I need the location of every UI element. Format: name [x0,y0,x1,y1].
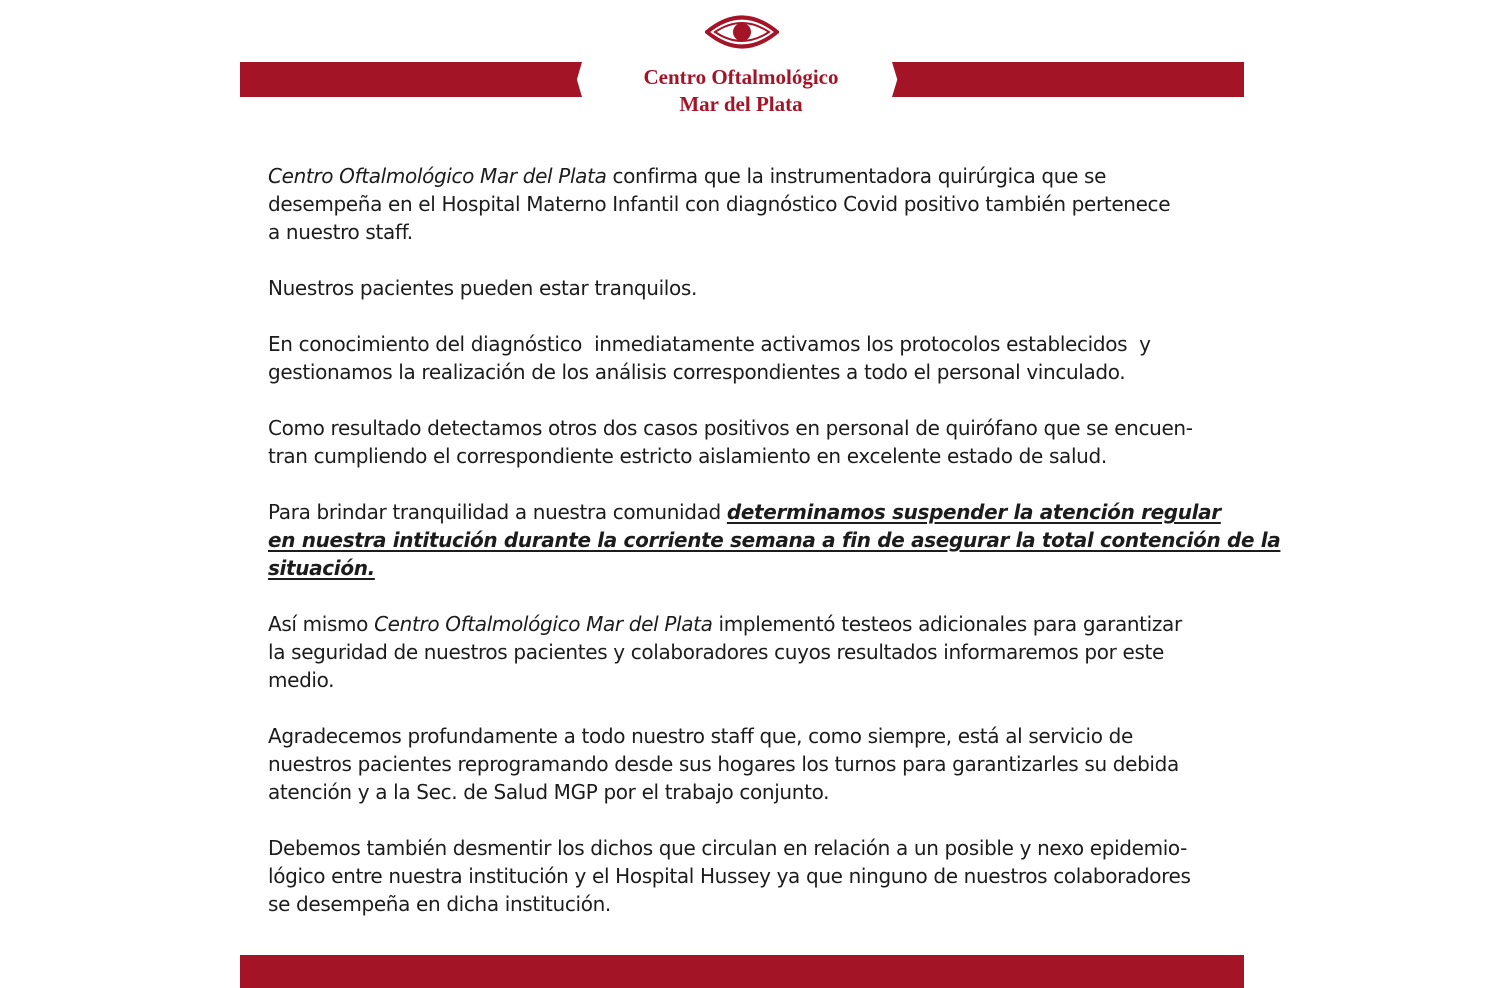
paragraph-line: la seguridad de nuestros pacientes y colaboradores cuyos resultados informaremos por este [268,640,1164,664]
paragraph-line: nuestros pacientes reprogramando desde sus hogares los turnos para garantizarles su debida [268,752,1179,776]
paragraph-line [268,610,1228,638]
org-name-line2: Mar del Plata [679,92,803,116]
text-run: confirma que la instrumentadora quirúrgica que se [606,164,1107,188]
statement-body [268,162,1281,946]
paragraph-thanks [268,722,1228,806]
org-name-italic: Centro Oftalmológico Mar del Plata [374,612,713,636]
org-name-italic: Centro Oftalmológico Mar del Plata [268,164,607,188]
paragraph-line: desempeña en el Hospital Materno Infantil con diagnóstico Covid positivo también pertenece [268,192,1171,216]
suspension-notice-emphasis: situación. [268,556,375,580]
paragraph-additional-testing [268,610,1228,694]
paragraph-results [268,414,1228,470]
paragraph-confirmation [268,162,1228,246]
paragraph-line: a nuestro staff. [268,220,413,244]
paragraph-suspension [268,498,1281,582]
text-run: Así mismo [268,612,375,636]
header-band-left [240,62,582,97]
paragraph-line: Debemos también desmentir los dichos que circulan en relación a un posible y nexo epidemio- [268,836,1188,860]
paragraph-line: Agradecemos profundamente a todo nuestro staff que, como siempre, está al servicio de [268,724,1133,748]
text-run: implementó testeos adicionales para garantizar [712,612,1182,636]
paragraph-denial [268,834,1228,918]
org-name-line1: Centro Oftalmológico [643,65,839,89]
paragraph-line: tran cumpliendo el correspondiente estricto aislamiento en excelente estado de salud. [268,444,1107,468]
footer-band [240,955,1244,988]
suspension-notice-emphasis: determinamos suspender la atención regular [726,500,1221,524]
paragraph-line: atención y a la Sec. de Salud MGP por el trabajo conjunto. [268,780,830,804]
paragraph-line: En conocimiento del diagnóstico inmediatamente activamos los protocolos establecidos y [268,332,1151,356]
paragraph-line: medio. [268,668,335,692]
organization-logo-text [600,64,882,118]
paragraph-line: lógico entre nuestra institución y el Hospital Hussey ya que ninguno de nuestros colaboradores [268,864,1191,888]
suspension-notice-emphasis: en nuestra intitución durante la corriente semana a fin de asegurar la total contención de la [268,528,1281,552]
text-run: Para brindar tranquilidad a nuestra comunidad [268,500,727,524]
paragraph-line: gestionamos la realización de los análisis correspondientes a todo el personal vinculado. [268,360,1126,384]
paragraph-line: se desempeña en dicha institución. [268,892,611,916]
paragraph-reassurance [268,274,1228,302]
paragraph-line [268,162,1228,190]
paragraph-line: Como resultado detectamos otros dos casos positivos en personal de quirófano que se encuen- [268,416,1193,440]
paragraph-line [268,498,1228,526]
eye-icon [705,11,779,53]
paragraph-line: Nuestros pacientes pueden estar tranquilos. [268,276,697,300]
header-band-right [892,62,1244,97]
paragraph-protocols [268,330,1228,386]
